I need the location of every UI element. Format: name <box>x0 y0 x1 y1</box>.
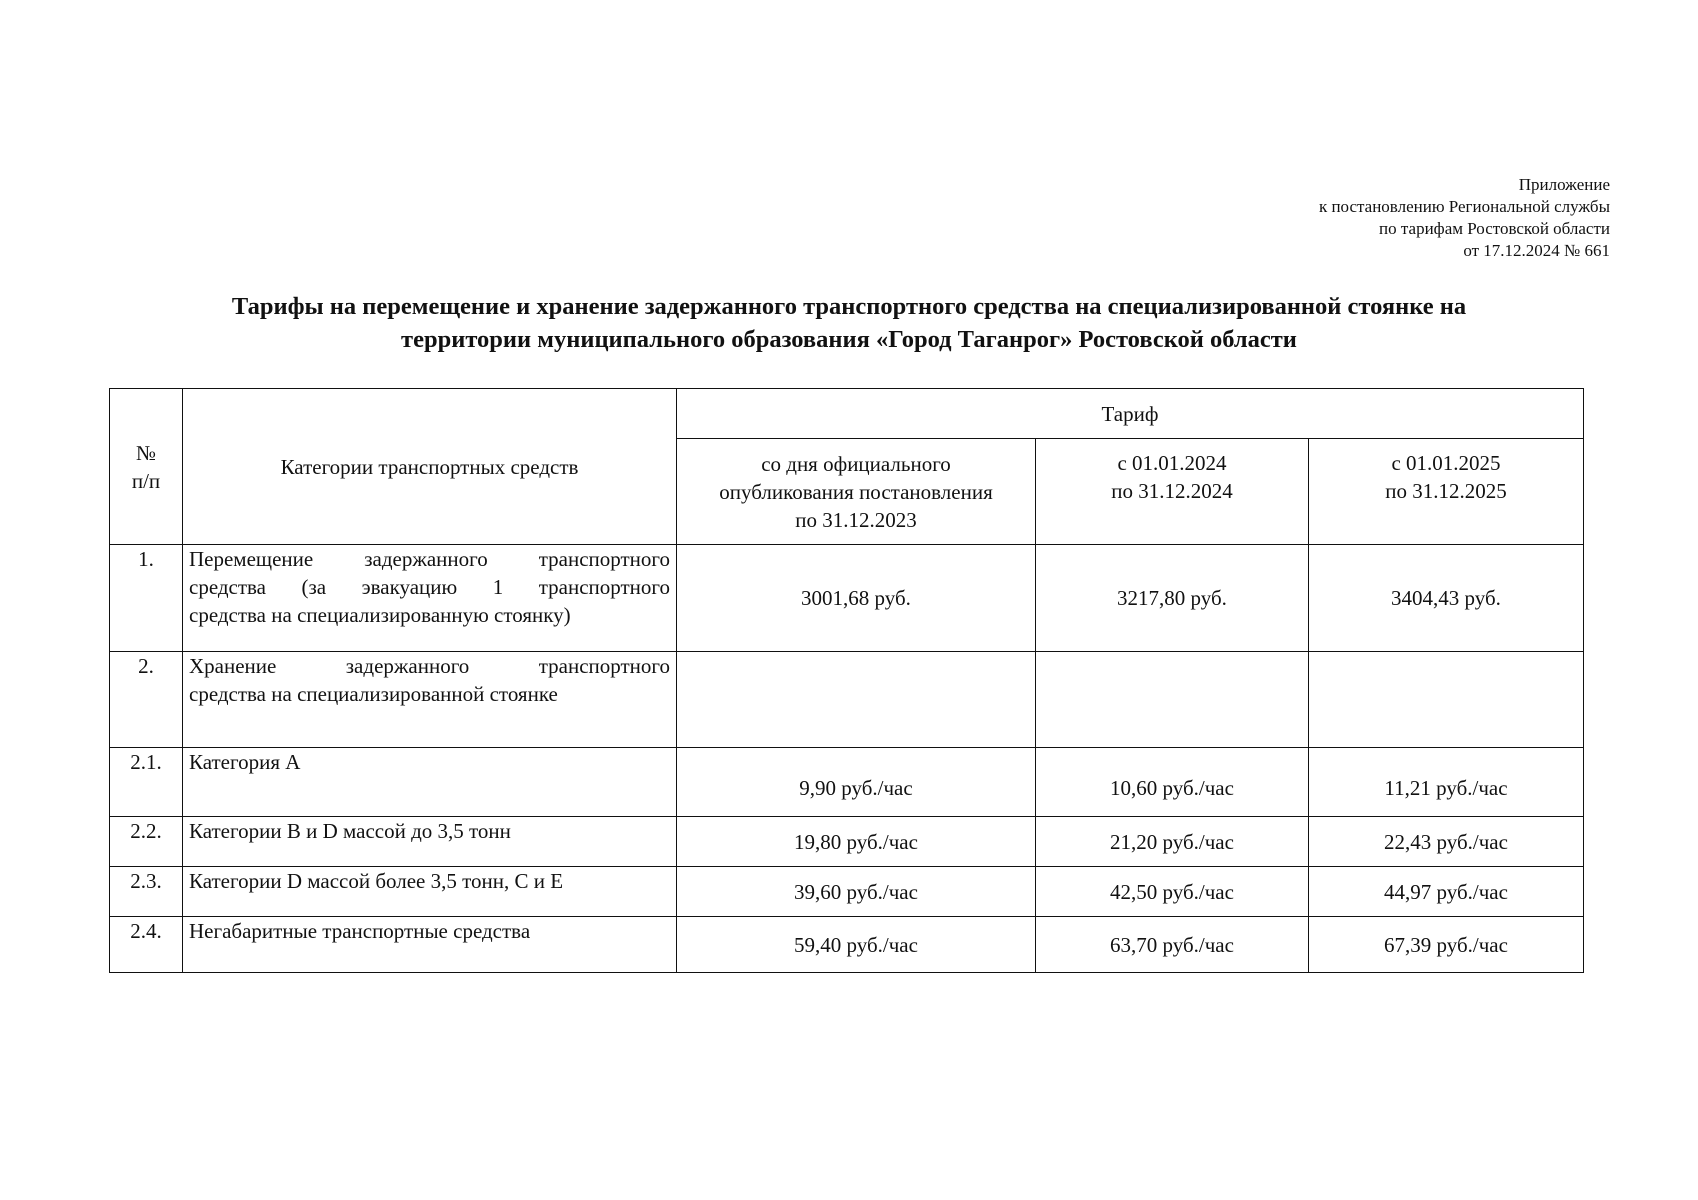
annex-line-2: к постановлению Региональной службы <box>1318 197 1610 216</box>
header-period-1-line: опубликования постановления <box>719 479 993 504</box>
row-tariff-period-1 <box>677 652 1036 748</box>
table-header-row <box>110 389 1584 439</box>
row-number: 2.2. <box>110 817 183 867</box>
header-category: Категории транспортных средств <box>183 389 677 545</box>
header-period-2 <box>1036 439 1309 545</box>
row-tariff-period-3: 22,43 руб./час <box>1309 817 1584 867</box>
annex-line-4: от 17.12.2024 № 661 <box>1463 241 1610 260</box>
row-tariff-period-1: 39,60 руб./час <box>677 867 1036 917</box>
header-tariff: Тариф <box>677 389 1584 439</box>
header-period-3-line: с 01.01.2025 <box>1391 451 1501 475</box>
row-tariff-period-1: 3001,68 руб. <box>677 545 1036 652</box>
row-tariff-period-2: 21,20 руб./час <box>1036 817 1309 867</box>
annex-block <box>1319 174 1610 262</box>
table-row <box>110 748 1584 817</box>
row-tariff-period-2 <box>1036 652 1309 748</box>
header-period-2-line: с 01.01.2024 <box>1117 451 1227 475</box>
document-title <box>100 290 1598 356</box>
row-number: 2.3. <box>110 867 183 917</box>
tariff-table <box>109 388 1584 973</box>
row-category-line: Хранение задержанного транспортного <box>189 654 670 678</box>
header-number-line-1: № <box>135 440 157 465</box>
row-category-line: средства (за эвакуацию 1 транспортного <box>189 575 670 599</box>
row-category: Негабаритные транспортные средства <box>183 917 677 973</box>
annex-line-3: по тарифам Ростовской области <box>1379 219 1610 238</box>
row-category: Категории D массой более 3,5 тонн, С и Е <box>183 867 677 917</box>
row-number: 2.1. <box>110 748 183 817</box>
annex-line-1: Приложение <box>1518 175 1610 194</box>
row-category <box>183 545 677 652</box>
row-category-line: средства на специализированной стоянке <box>189 682 558 706</box>
table-row <box>110 545 1584 652</box>
row-category: Категория А <box>183 748 677 817</box>
row-tariff-period-3: 11,21 руб./час <box>1309 748 1584 817</box>
row-tariff-period-2: 10,60 руб./час <box>1036 748 1309 817</box>
table-row <box>110 652 1584 748</box>
row-tariff-period-3: 67,39 руб./час <box>1309 917 1584 973</box>
row-category <box>183 652 677 748</box>
title-line-2: территории муниципального образования «Город Таганрог» Ростовской области <box>401 326 1297 353</box>
row-category: Категории В и D массой до 3,5 тонн <box>183 817 677 867</box>
row-number: 2. <box>110 652 183 748</box>
header-period-1-line: со дня официального <box>761 451 951 476</box>
row-tariff-period-3 <box>1309 652 1584 748</box>
header-period-1 <box>677 439 1036 545</box>
row-tariff-period-1: 59,40 руб./час <box>677 917 1036 973</box>
row-number: 2.4. <box>110 917 183 973</box>
header-period-1-line: по 31.12.2023 <box>795 507 917 532</box>
row-number: 1. <box>110 545 183 652</box>
row-tariff-period-2: 42,50 руб./час <box>1036 867 1309 917</box>
row-tariff-period-1: 19,80 руб./час <box>677 817 1036 867</box>
header-period-3-line: по 31.12.2025 <box>1385 479 1507 503</box>
title-line-1: Тарифы на перемещение и хранение задержанного транспортного средства на специализированной стоянке на <box>231 293 1467 320</box>
table-row <box>110 867 1584 917</box>
header-period-2-line: по 31.12.2024 <box>1111 479 1233 503</box>
header-number-line-2: п/п <box>131 468 161 493</box>
row-category-line: средства на специализированную стоянку) <box>189 603 571 627</box>
row-tariff-period-1: 9,90 руб./час <box>677 748 1036 817</box>
row-tariff-period-3: 3404,43 руб. <box>1309 545 1584 652</box>
table-row <box>110 917 1584 973</box>
row-category-line: Перемещение задержанного транспортного <box>189 547 670 571</box>
row-tariff-period-3: 44,97 руб./час <box>1309 867 1584 917</box>
row-tariff-period-2: 63,70 руб./час <box>1036 917 1309 973</box>
table-row <box>110 817 1584 867</box>
header-period-3 <box>1309 439 1584 545</box>
row-tariff-period-2: 3217,80 руб. <box>1036 545 1309 652</box>
header-number <box>110 389 183 545</box>
